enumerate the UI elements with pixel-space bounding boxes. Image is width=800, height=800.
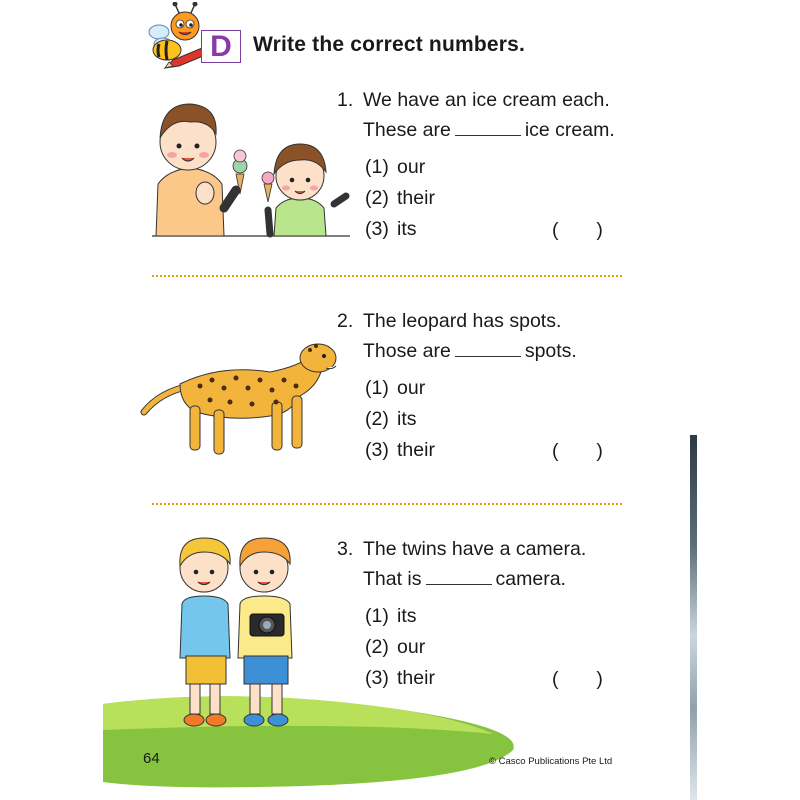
answer-blank[interactable]	[455, 342, 521, 357]
option-3: (3) their	[365, 667, 435, 689]
answer-blank[interactable]	[426, 570, 492, 585]
section-letter-badge: D	[201, 30, 241, 63]
option-3: (3) its	[365, 218, 417, 240]
option-2: (2) their	[365, 187, 435, 209]
leopard-illustration	[140, 336, 340, 460]
answer-blank[interactable]	[455, 121, 521, 136]
adjacent-page-edge	[690, 435, 697, 800]
option-3: (3) their	[365, 439, 435, 461]
twins-camera-illustration	[172, 534, 304, 734]
prompt-after: ice cream.	[524, 119, 615, 141]
answer-box[interactable]: ( )	[552, 668, 603, 690]
question-1	[337, 85, 615, 145]
grass-ground-illustration	[103, 690, 523, 800]
option-1: (1) our	[365, 156, 426, 178]
option-2: (2) our	[365, 636, 426, 658]
copyright-text: © Casco Publications Pte Ltd	[489, 756, 613, 767]
section-divider	[152, 503, 622, 505]
answer-box[interactable]: ( )	[552, 219, 603, 241]
question-3: 3. The twins have a camera. That is camera.	[337, 538, 587, 590]
option-1: (1) our	[365, 377, 426, 399]
option-1: (1) its	[365, 605, 417, 627]
instruction-title: Write the correct numbers.	[253, 33, 526, 56]
page-number: 64	[143, 750, 160, 767]
question-2: 2. The leopard has spots. Those are spots.	[337, 310, 577, 362]
option-2: (2) its	[365, 408, 417, 430]
question-number: 1.	[337, 89, 354, 111]
answer-box[interactable]: ( )	[552, 440, 603, 462]
children-ice-cream-illustration	[150, 98, 355, 240]
question-sentence: We have an ice cream each.	[363, 89, 610, 111]
prompt-before: These are	[363, 119, 451, 141]
section-divider	[152, 275, 622, 277]
